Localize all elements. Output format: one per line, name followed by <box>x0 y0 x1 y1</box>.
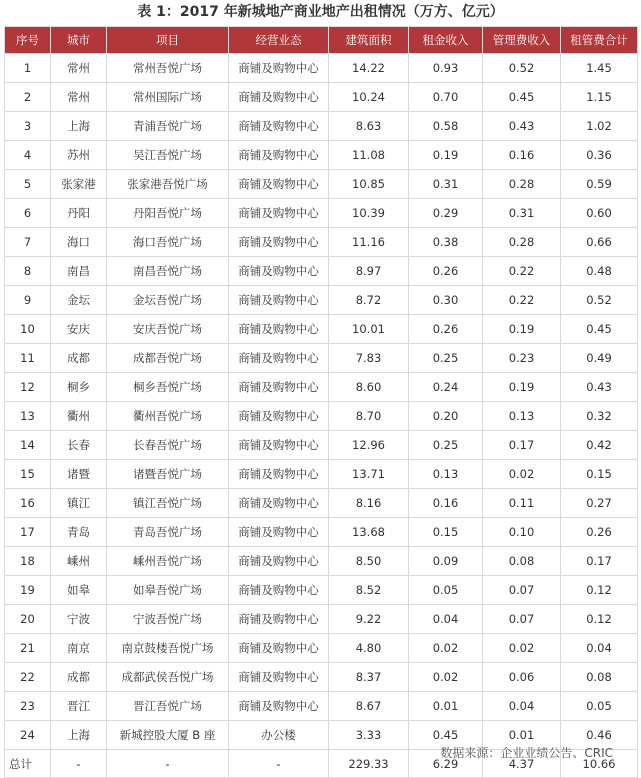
management-fee-cell: 0.07 <box>483 576 561 605</box>
business-type-cell: 商铺及购物中心 <box>229 402 329 431</box>
row-number: 24 <box>5 721 51 750</box>
table-header <box>5 27 638 54</box>
rent-income-cell: 0.26 <box>409 257 483 286</box>
floor-area-cell: 11.08 <box>329 141 409 170</box>
business-type-cell: 商铺及购物中心 <box>229 141 329 170</box>
floor-area-cell: 8.63 <box>329 112 409 141</box>
row-number: 11 <box>5 344 51 373</box>
project-cell: 张家港吾悦广场 <box>107 170 229 199</box>
floor-area-cell: 9.22 <box>329 605 409 634</box>
rental-table <box>4 26 638 778</box>
row-number: 12 <box>5 373 51 402</box>
project-cell: 长春吾悦广场 <box>107 431 229 460</box>
rent-income-cell: 0.05 <box>409 576 483 605</box>
table-row <box>5 547 638 576</box>
floor-area-cell: 8.70 <box>329 402 409 431</box>
header-cell: 序号 <box>5 27 51 54</box>
table-row <box>5 199 638 228</box>
city-cell: 南昌 <box>51 257 107 286</box>
rent-income-cell: 0.09 <box>409 547 483 576</box>
business-type-cell: 商铺及购物中心 <box>229 547 329 576</box>
management-fee-cell: 0.17 <box>483 431 561 460</box>
row-number: 9 <box>5 286 51 315</box>
total-cell: - <box>229 750 329 778</box>
business-type-cell: 办公楼 <box>229 721 329 750</box>
business-type-cell: 商铺及购物中心 <box>229 54 329 83</box>
table-row <box>5 141 638 170</box>
row-number: 7 <box>5 228 51 257</box>
total-income-cell: 0.48 <box>561 257 638 286</box>
rent-income-cell: 0.31 <box>409 170 483 199</box>
row-number: 8 <box>5 257 51 286</box>
table-row <box>5 692 638 721</box>
row-number: 15 <box>5 460 51 489</box>
row-number: 3 <box>5 112 51 141</box>
city-cell: 成都 <box>51 344 107 373</box>
management-fee-cell: 0.43 <box>483 112 561 141</box>
project-cell: 海口吾悦广场 <box>107 228 229 257</box>
table-row <box>5 228 638 257</box>
header-cell: 城市 <box>51 27 107 54</box>
rent-income-cell: 0.25 <box>409 431 483 460</box>
rent-income-cell: 0.29 <box>409 199 483 228</box>
project-cell: 常州吾悦广场 <box>107 54 229 83</box>
project-cell: 成都武侯吾悦广场 <box>107 663 229 692</box>
floor-area-cell: 3.33 <box>329 721 409 750</box>
total-income-cell: 0.46 <box>561 721 638 750</box>
total-income-cell: 0.08 <box>561 663 638 692</box>
city-cell: 衢州 <box>51 402 107 431</box>
management-fee-cell: 0.16 <box>483 141 561 170</box>
total-cell: - <box>107 750 229 778</box>
city-cell: 丹阳 <box>51 199 107 228</box>
table-row <box>5 54 638 83</box>
row-number: 17 <box>5 518 51 547</box>
rent-income-cell: 0.19 <box>409 141 483 170</box>
project-cell: 如皋吾悦广场 <box>107 576 229 605</box>
management-fee-cell: 0.19 <box>483 373 561 402</box>
row-number: 21 <box>5 634 51 663</box>
row-number: 22 <box>5 663 51 692</box>
table-row <box>5 489 638 518</box>
table-row <box>5 112 638 141</box>
project-cell: 青浦吾悦广场 <box>107 112 229 141</box>
total-income-cell: 0.45 <box>561 315 638 344</box>
rent-income-cell: 0.25 <box>409 344 483 373</box>
project-cell: 宁波吾悦广场 <box>107 605 229 634</box>
floor-area-cell: 8.37 <box>329 663 409 692</box>
total-cell: 229.33 <box>329 750 409 778</box>
row-number: 4 <box>5 141 51 170</box>
table-row <box>5 663 638 692</box>
city-cell: 常州 <box>51 83 107 112</box>
total-income-cell: 0.12 <box>561 605 638 634</box>
management-fee-cell: 0.45 <box>483 83 561 112</box>
rent-income-cell: 0.20 <box>409 402 483 431</box>
management-fee-cell: 0.11 <box>483 489 561 518</box>
total-label: 总计 <box>5 750 51 778</box>
table-row <box>5 170 638 199</box>
table-row <box>5 315 638 344</box>
city-cell: 晋江 <box>51 692 107 721</box>
rent-income-cell: 0.38 <box>409 228 483 257</box>
total-cell: 10.66 <box>561 750 638 778</box>
floor-area-cell: 13.68 <box>329 518 409 547</box>
project-cell: 晋江吾悦广场 <box>107 692 229 721</box>
total-income-cell: 0.52 <box>561 286 638 315</box>
business-type-cell: 商铺及购物中心 <box>229 576 329 605</box>
management-fee-cell: 0.02 <box>483 634 561 663</box>
rent-income-cell: 0.70 <box>409 83 483 112</box>
project-cell: 金坛吾悦广场 <box>107 286 229 315</box>
header-cell: 建筑面积 <box>329 27 409 54</box>
table-row <box>5 460 638 489</box>
floor-area-cell: 4.80 <box>329 634 409 663</box>
total-income-cell: 0.27 <box>561 489 638 518</box>
city-cell: 长春 <box>51 431 107 460</box>
rent-income-cell: 0.24 <box>409 373 483 402</box>
rent-income-cell: 0.02 <box>409 634 483 663</box>
floor-area-cell: 7.83 <box>329 344 409 373</box>
city-cell: 诸暨 <box>51 460 107 489</box>
total-income-cell: 1.02 <box>561 112 638 141</box>
business-type-cell: 商铺及购物中心 <box>229 634 329 663</box>
total-income-cell: 0.43 <box>561 373 638 402</box>
data-source-note: 数据来源：企业业绩公告、CRIC <box>440 746 613 760</box>
management-fee-cell: 0.23 <box>483 344 561 373</box>
business-type-cell: 商铺及购物中心 <box>229 199 329 228</box>
total-income-cell: 1.15 <box>561 83 638 112</box>
floor-area-cell: 13.71 <box>329 460 409 489</box>
row-number: 5 <box>5 170 51 199</box>
header-cell: 项目 <box>107 27 229 54</box>
table-row <box>5 605 638 634</box>
city-cell: 安庆 <box>51 315 107 344</box>
project-cell: 新城控股大厦 B 座 <box>107 721 229 750</box>
table-row <box>5 634 638 663</box>
total-income-cell: 1.45 <box>561 54 638 83</box>
row-number: 19 <box>5 576 51 605</box>
floor-area-cell: 8.60 <box>329 373 409 402</box>
table-row <box>5 576 638 605</box>
row-number: 23 <box>5 692 51 721</box>
business-type-cell: 商铺及购物中心 <box>229 286 329 315</box>
management-fee-cell: 0.07 <box>483 605 561 634</box>
business-type-cell: 商铺及购物中心 <box>229 228 329 257</box>
floor-area-cell: 8.16 <box>329 489 409 518</box>
header-cell: 经营业态 <box>229 27 329 54</box>
row-number: 2 <box>5 83 51 112</box>
project-cell: 诸暨吾悦广场 <box>107 460 229 489</box>
city-cell: 宁波 <box>51 605 107 634</box>
business-type-cell: 商铺及购物中心 <box>229 518 329 547</box>
total-income-cell: 0.60 <box>561 199 638 228</box>
floor-area-cell: 10.24 <box>329 83 409 112</box>
business-type-cell: 商铺及购物中心 <box>229 112 329 141</box>
row-number: 1 <box>5 54 51 83</box>
city-cell: 桐乡 <box>51 373 107 402</box>
city-cell: 镇江 <box>51 489 107 518</box>
floor-area-cell: 14.22 <box>329 54 409 83</box>
header-cell: 租管费合计 <box>561 27 638 54</box>
table-row <box>5 431 638 460</box>
business-type-cell: 商铺及购物中心 <box>229 460 329 489</box>
business-type-cell: 商铺及购物中心 <box>229 692 329 721</box>
management-fee-cell: 0.04 <box>483 692 561 721</box>
table-row <box>5 286 638 315</box>
row-number: 16 <box>5 489 51 518</box>
total-cell: - <box>51 750 107 778</box>
table-row <box>5 518 638 547</box>
rent-income-cell: 0.45 <box>409 721 483 750</box>
floor-area-cell: 10.85 <box>329 170 409 199</box>
management-fee-cell: 0.06 <box>483 663 561 692</box>
floor-area-cell: 12.96 <box>329 431 409 460</box>
table-body <box>5 54 638 750</box>
total-income-cell: 0.32 <box>561 402 638 431</box>
project-cell: 吴江吾悦广场 <box>107 141 229 170</box>
project-cell: 桐乡吾悦广场 <box>107 373 229 402</box>
row-number: 18 <box>5 547 51 576</box>
total-income-cell: 0.04 <box>561 634 638 663</box>
floor-area-cell: 8.50 <box>329 547 409 576</box>
city-cell: 海口 <box>51 228 107 257</box>
management-fee-cell: 0.28 <box>483 228 561 257</box>
total-cell: 6.29 <box>409 750 483 778</box>
city-cell: 常州 <box>51 54 107 83</box>
table-row <box>5 373 638 402</box>
rent-income-cell: 0.16 <box>409 489 483 518</box>
rent-income-cell: 0.02 <box>409 663 483 692</box>
management-fee-cell: 0.28 <box>483 170 561 199</box>
management-fee-cell: 0.22 <box>483 286 561 315</box>
floor-area-cell: 8.97 <box>329 257 409 286</box>
business-type-cell: 商铺及购物中心 <box>229 83 329 112</box>
total-income-cell: 0.42 <box>561 431 638 460</box>
row-number: 13 <box>5 402 51 431</box>
project-cell: 南昌吾悦广场 <box>107 257 229 286</box>
city-cell: 嵊州 <box>51 547 107 576</box>
business-type-cell: 商铺及购物中心 <box>229 489 329 518</box>
row-number: 10 <box>5 315 51 344</box>
business-type-cell: 商铺及购物中心 <box>229 315 329 344</box>
rent-income-cell: 0.58 <box>409 112 483 141</box>
city-cell: 张家港 <box>51 170 107 199</box>
rent-income-cell: 0.13 <box>409 460 483 489</box>
city-cell: 南京 <box>51 634 107 663</box>
business-type-cell: 商铺及购物中心 <box>229 605 329 634</box>
row-number: 14 <box>5 431 51 460</box>
project-cell: 衢州吾悦广场 <box>107 402 229 431</box>
management-fee-cell: 0.02 <box>483 460 561 489</box>
city-cell: 青岛 <box>51 518 107 547</box>
project-cell: 常州国际广场 <box>107 83 229 112</box>
city-cell: 如皋 <box>51 576 107 605</box>
total-income-cell: 0.15 <box>561 460 638 489</box>
floor-area-cell: 10.01 <box>329 315 409 344</box>
business-type-cell: 商铺及购物中心 <box>229 344 329 373</box>
row-number: 6 <box>5 199 51 228</box>
management-fee-cell: 0.13 <box>483 402 561 431</box>
rent-income-cell: 0.15 <box>409 518 483 547</box>
total-income-cell: 0.17 <box>561 547 638 576</box>
management-fee-cell: 0.31 <box>483 199 561 228</box>
total-income-cell: 0.59 <box>561 170 638 199</box>
project-cell: 镇江吾悦广场 <box>107 489 229 518</box>
table-row <box>5 402 638 431</box>
project-cell: 南京鼓楼吾悦广场 <box>107 634 229 663</box>
floor-area-cell: 11.16 <box>329 228 409 257</box>
city-cell: 上海 <box>51 721 107 750</box>
floor-area-cell: 10.39 <box>329 199 409 228</box>
rent-income-cell: 0.93 <box>409 54 483 83</box>
total-income-cell: 0.26 <box>561 518 638 547</box>
business-type-cell: 商铺及购物中心 <box>229 257 329 286</box>
business-type-cell: 商铺及购物中心 <box>229 170 329 199</box>
row-number: 20 <box>5 605 51 634</box>
project-cell: 嵊州吾悦广场 <box>107 547 229 576</box>
management-fee-cell: 0.22 <box>483 257 561 286</box>
rent-income-cell: 0.30 <box>409 286 483 315</box>
city-cell: 苏州 <box>51 141 107 170</box>
management-fee-cell: 0.10 <box>483 518 561 547</box>
business-type-cell: 商铺及购物中心 <box>229 431 329 460</box>
header-cell: 管理费收入 <box>483 27 561 54</box>
total-income-cell: 0.66 <box>561 228 638 257</box>
rent-income-cell: 0.04 <box>409 605 483 634</box>
city-cell: 金坛 <box>51 286 107 315</box>
project-cell: 安庆吾悦广场 <box>107 315 229 344</box>
floor-area-cell: 8.72 <box>329 286 409 315</box>
total-income-cell: 0.05 <box>561 692 638 721</box>
city-cell: 成都 <box>51 663 107 692</box>
management-fee-cell: 0.08 <box>483 547 561 576</box>
floor-area-cell: 8.52 <box>329 576 409 605</box>
project-cell: 成都吾悦广场 <box>107 344 229 373</box>
total-income-cell: 0.36 <box>561 141 638 170</box>
project-cell: 青岛吾悦广场 <box>107 518 229 547</box>
table-row <box>5 257 638 286</box>
floor-area-cell: 8.67 <box>329 692 409 721</box>
total-income-cell: 0.12 <box>561 576 638 605</box>
header-cell: 租金收入 <box>409 27 483 54</box>
header-row <box>5 27 638 54</box>
city-cell: 上海 <box>51 112 107 141</box>
project-cell: 丹阳吾悦广场 <box>107 199 229 228</box>
table-title: 表 1：2017 年新城地产商业地产出租情况（万方、亿元） <box>137 4 504 20</box>
management-fee-cell: 0.52 <box>483 54 561 83</box>
business-type-cell: 商铺及购物中心 <box>229 373 329 402</box>
table-row <box>5 344 638 373</box>
rent-income-cell: 0.01 <box>409 692 483 721</box>
total-cell: 4.37 <box>483 750 561 778</box>
business-type-cell: 商铺及购物中心 <box>229 663 329 692</box>
table-row <box>5 83 638 112</box>
total-income-cell: 0.49 <box>561 344 638 373</box>
management-fee-cell: 0.01 <box>483 721 561 750</box>
rent-income-cell: 0.26 <box>409 315 483 344</box>
management-fee-cell: 0.19 <box>483 315 561 344</box>
